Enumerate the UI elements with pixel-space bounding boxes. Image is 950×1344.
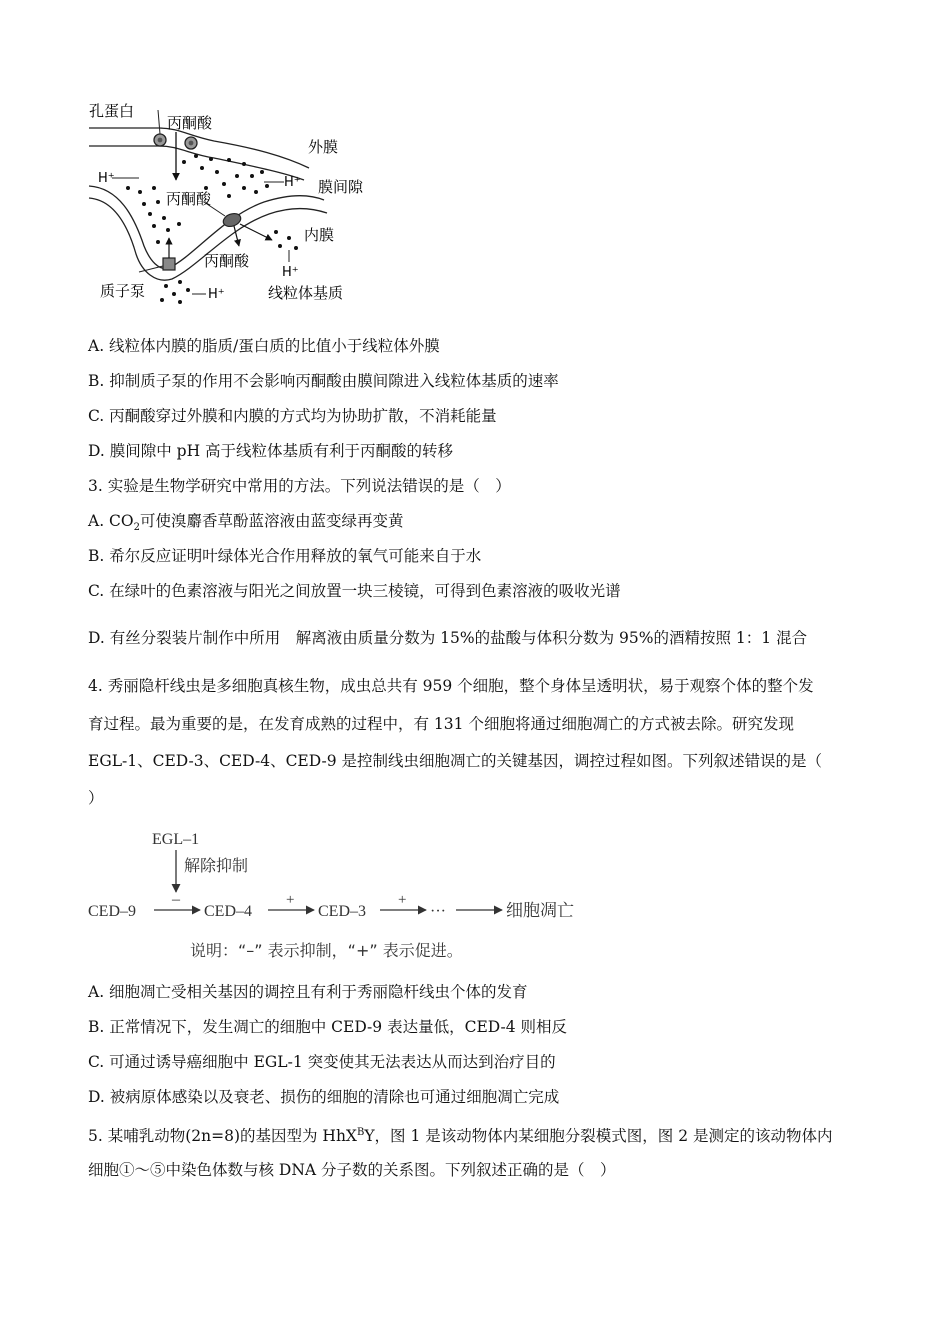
porin-label: 孔蛋白: [89, 102, 135, 120]
q2-option-c: C. 丙酮酸穿过外膜和内膜的方式均为协助扩散，不消耗能量: [88, 407, 497, 425]
q4-option-a: A. 细胞凋亡受相关基因的调控且有利于秀丽隐杆线虫个体的发育: [88, 983, 528, 1001]
proton-pump-label: 质子泵: [100, 282, 146, 300]
apoptosis-label: 细胞凋亡: [506, 901, 574, 921]
q2-option-b: B. 抑制质子泵的作用不会影响丙酮酸由膜间隙进入线粒体基质的速率: [88, 372, 559, 390]
q4-stem-line: ）: [88, 789, 104, 807]
q4-option-d: D. 被病原体感染以及衰老、损伤的细胞的清除也可通过细胞凋亡完成: [88, 1088, 560, 1106]
q4-option-c: C. 可通过诱导癌细胞中 EGL-1 突变使其无法表达从而达到治疗目的: [88, 1053, 556, 1071]
q4-stem-line: EGL-1、CED-3、CED-4、CED-9 是控制线虫细胞凋亡的关键基因，调控过程如图。下列叙述错误的是（: [88, 752, 822, 770]
matrix-label: 线粒体基质: [268, 284, 344, 302]
outer-membrane-line: [89, 146, 304, 180]
pyruvate-label: 丙酮酸: [167, 114, 213, 132]
pyruvate-label: 丙酮酸: [204, 252, 250, 270]
q5-stem-line: 细胞①～⑤中染色体数与核 DNA 分子数的关系图。下列叙述正确的是（ ）: [88, 1161, 616, 1179]
ced9-label: CED–9: [88, 903, 136, 920]
intermembrane-space-label: 膜间隙: [318, 178, 364, 196]
q2-option-a: A. 线粒体内膜的脂质/蛋白质的比值小于线粒体外膜: [88, 337, 440, 355]
q2-option-d: D. 膜间隙中 pH 高于线粒体基质有利于丙酮酸的转移: [88, 442, 454, 460]
q3-option-d: D. 有丝分裂装片制作中所用 解离液由质量分数为 15%的盐酸与体积分数为 95%的酒精按照 1：1 混合: [88, 629, 808, 647]
ced4-label: CED–4: [204, 903, 252, 920]
pyruvate-label: 丙酮酸: [166, 190, 212, 208]
plus-sign: +: [398, 892, 407, 908]
outer-membrane-line: [89, 128, 309, 168]
q5-stem-line: 5. 某哺乳动物(2n=8)的基因型为 HhX$^B$Y，图 1 是该动物体内某细胞分裂模式图，图 2 是测定的该动物体内: [88, 1127, 833, 1146]
q3-option-b: B. 希尔反应证明叶绿体光合作用释放的氧气可能来自于水: [88, 547, 482, 565]
proton-label: H⁺: [208, 287, 225, 302]
apoptosis-pathway-diagram: [84, 822, 604, 967]
inner-membrane-label: 内膜: [304, 226, 335, 244]
proton-label: H⁺: [284, 175, 301, 190]
outer-membrane-label: 外膜: [308, 138, 339, 156]
mitochondria-membrane-diagram: [84, 96, 384, 311]
q4-option-b: B. 正常情况下，发生凋亡的细胞中 CED-9 表达量低，CED-4 则相反: [88, 1018, 568, 1036]
legend-note: 说明：“–” 表示抑制，“+” 表示促进。: [190, 941, 463, 960]
release-inhibition-label: 解除抑制: [184, 856, 249, 875]
q4-stem-line: 育过程。最为重要的是，在发育成熟的过程中，有 131 个细胞将通过细胞凋亡的方式被去除。研究发现: [88, 715, 794, 733]
q3-option-c: C. 在绿叶的色素溶液与阳光之间放置一块三棱镜，可得到色素溶液的吸收光谱: [88, 582, 621, 600]
q3-option-a: A. $CO_2$可使溴麝香草酚蓝溶液由蓝变绿再变黄: [88, 512, 404, 534]
ellipsis: ···: [430, 903, 446, 920]
q4-stem-line: 4. 秀丽隐杆线虫是多细胞真核生物，成虫总共有 959 个细胞，整个身体呈透明状，易于观察个体的整个发: [88, 677, 814, 695]
proton-label: H⁺: [98, 171, 115, 186]
minus-sign: –: [172, 891, 180, 908]
plus-sign: +: [286, 892, 295, 908]
proton-label: H⁺: [282, 265, 299, 280]
egl1-label: EGL–1: [152, 831, 200, 848]
ced3-label: CED–3: [318, 903, 366, 920]
proton-pump-icon: [163, 258, 175, 270]
q3-stem: 3. 实验是生物学研究中常用的方法。下列说法错误的是（ ）: [88, 477, 511, 495]
